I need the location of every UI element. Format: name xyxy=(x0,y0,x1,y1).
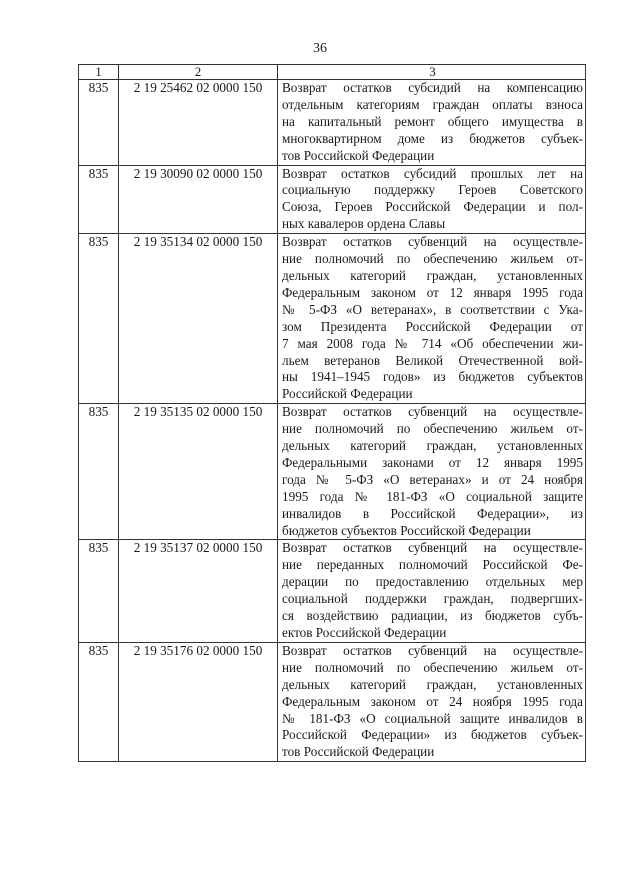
income-name-line: 7 мая 2008 года № 714 «Об обеспечении жи- xyxy=(282,335,583,351)
income-name-line: ных кавалеров ордена Славы xyxy=(282,216,446,232)
income-name-line: Возврат остатков субвенций на осуществле- xyxy=(282,234,583,250)
admin-code-cell: 835 xyxy=(79,642,119,761)
admin-code-cell: 835 xyxy=(79,80,119,166)
income-name-line: зом Президента Российской Федерации от xyxy=(282,318,583,334)
income-name-line: дельных категорий граждан, установленных xyxy=(282,676,583,692)
income-name-line: Российской Федерации» из бюджетов субъек- xyxy=(282,727,583,743)
table-header-row xyxy=(79,65,586,80)
income-name-line: Союза, Героев Российской Федерации и пол- xyxy=(282,199,583,215)
income-name-line: тов Российской Федерации xyxy=(282,147,435,163)
income-name-line: Возврат остатков субвенций на осуществле- xyxy=(282,642,583,658)
income-name-line: ны 1941–1945 годов» из бюджетов субъектов xyxy=(282,369,583,385)
header-col-3: 3 xyxy=(278,65,586,80)
income-name-line: года № 5-ФЗ «О ветеранах» и от 24 ноября xyxy=(282,471,583,487)
income-name-line: дельных категорий граждан, установленных xyxy=(282,438,583,454)
income-name-line: дельных категорий граждан, установленных xyxy=(282,267,583,283)
income-name-line: дерации по предоставлению отдельных мер xyxy=(282,574,583,590)
income-name-cell xyxy=(278,165,586,234)
income-name-line: ся воздействию радиации, из бюджетов субъ- xyxy=(282,608,583,624)
page-number: 36 xyxy=(313,41,327,56)
table-row xyxy=(79,540,586,642)
admin-code-cell: 835 xyxy=(79,404,119,540)
income-name-line: льем ветеранов Великой Отечественной вой- xyxy=(282,352,583,368)
header-col-2: 2 xyxy=(119,65,278,80)
income-name-line: Федеральным законом от 12 января 1995 года xyxy=(282,284,583,300)
income-name-line: инвалидов в Российской Федерации», из xyxy=(282,505,583,521)
admin-code-cell: 835 xyxy=(79,234,119,404)
table-row xyxy=(79,404,586,540)
budget-codes-table xyxy=(78,64,586,762)
income-name-line: ние полномочий по обеспечению жильем от- xyxy=(282,421,583,437)
income-name-line: многоквартирном доме из бюджетов субъек- xyxy=(282,130,583,146)
table-row xyxy=(79,642,586,761)
income-name-cell xyxy=(278,234,586,404)
income-name-line: отдельным категориям граждан оплаты взноса xyxy=(282,96,583,112)
income-name-line: Российской Федерации xyxy=(282,386,413,402)
income-name-cell xyxy=(278,642,586,761)
admin-code-cell: 835 xyxy=(79,165,119,234)
income-name-line: тов Российской Федерации xyxy=(282,744,435,760)
income-name-line: Возврат остатков субвенций на осуществле- xyxy=(282,540,583,556)
budget-code-cell: 2 19 35135 02 0000 150 xyxy=(119,404,278,540)
budget-code-cell: 2 19 35137 02 0000 150 xyxy=(119,540,278,642)
table-row xyxy=(79,80,586,166)
income-name-line: ние полномочий по обеспечению жильем от- xyxy=(282,659,583,675)
header-col-1: 1 xyxy=(79,65,119,80)
income-name-line: бюджетов субъектов Российской Федерации xyxy=(282,522,531,538)
income-name-line: № 181-ФЗ «О социальной защите инвалидов в xyxy=(282,710,583,726)
income-name-line: Возврат остатков субсидий прошлых лет на xyxy=(282,165,583,181)
budget-code-cell: 2 19 35134 02 0000 150 xyxy=(119,234,278,404)
income-name-line: 1995 года № 181-ФЗ «О социальной защите xyxy=(282,488,583,504)
income-name-cell xyxy=(278,540,586,642)
table-row xyxy=(79,234,586,404)
budget-code-cell: 2 19 25462 02 0000 150 xyxy=(119,80,278,166)
income-name-line: ние переданных полномочий Российской Фе- xyxy=(282,557,583,573)
income-name-line: № 5-ФЗ «О ветеранах», в соответствии с Ука- xyxy=(282,301,583,317)
income-name-line: Возврат остатков субвенций на осуществле- xyxy=(282,404,583,420)
income-name-line: Возврат остатков субсидий на компенсацию xyxy=(282,80,583,95)
admin-code-cell: 835 xyxy=(79,540,119,642)
income-name-cell xyxy=(278,404,586,540)
income-name-line: Федеральным законом от 24 ноября 1995 года xyxy=(282,693,583,709)
income-name-line: ектов Российской Федерации xyxy=(282,625,447,640)
income-name-line: на капитальный ремонт общего имущества в xyxy=(282,113,583,129)
budget-code-cell: 2 19 35176 02 0000 150 xyxy=(119,642,278,761)
income-name-line: социальной поддержки граждан, подвергших- xyxy=(282,591,583,607)
budget-code-cell: 2 19 30090 02 0000 150 xyxy=(119,165,278,234)
income-name-line: социальную поддержку Героев Советского xyxy=(282,182,583,198)
income-name-cell xyxy=(278,80,586,166)
income-name-line: ние полномочий по обеспечению жильем от- xyxy=(282,251,583,267)
table-row xyxy=(79,165,586,234)
income-name-line: Федеральными законами от 12 января 1995 xyxy=(282,454,583,470)
